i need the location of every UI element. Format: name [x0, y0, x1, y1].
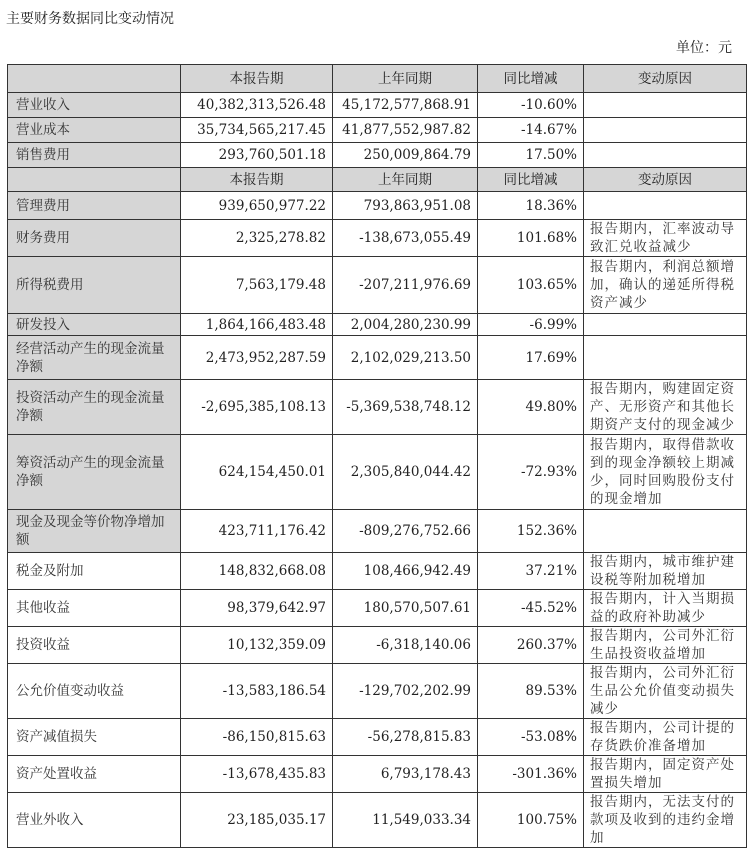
unit-label: 单位：元	[676, 40, 732, 56]
reason-text	[584, 510, 747, 553]
change-value: 18.36%	[478, 192, 584, 220]
row-label: 投资收益	[8, 627, 181, 664]
current-value: 2,473,952,287.59	[181, 336, 333, 380]
table-row	[8, 118, 747, 143]
current-value: -86,150,815.63	[181, 719, 333, 756]
table-row	[8, 756, 747, 793]
current-value: 7,563,179.48	[181, 257, 333, 314]
prior-value: 11,549,033.34	[333, 793, 478, 848]
change-value: -10.60%	[478, 93, 584, 118]
table-row	[8, 257, 747, 314]
row-label: 其他收益	[8, 590, 181, 627]
header-yoy-change: 同比增减	[478, 168, 584, 192]
reason-text: 报告期内，汇率波动导致汇兑收益减少	[584, 220, 747, 257]
reason-text	[584, 118, 747, 143]
table-row	[8, 192, 747, 220]
prior-value: -809,276,752.66	[333, 510, 478, 553]
section-title: 主要财务数据同比变动情况	[6, 11, 174, 27]
prior-value: 180,570,507.61	[333, 590, 478, 627]
reason-text: 报告期内，公司计提的存货跌价准备增加	[584, 719, 747, 756]
current-value: 2,325,278.82	[181, 220, 333, 257]
header-current-period: 本报告期	[181, 168, 333, 192]
prior-value: -6,318,140.06	[333, 627, 478, 664]
prior-value: -56,278,815.83	[333, 719, 478, 756]
table-row	[8, 93, 747, 118]
row-label: 经营活动产生的现金流量净额	[8, 336, 181, 380]
reason-text	[584, 93, 747, 118]
prior-value: 2,004,280,230.99	[333, 314, 478, 336]
table-header-row	[8, 168, 747, 192]
header-reason: 变动原因	[584, 168, 747, 192]
change-value: 17.69%	[478, 336, 584, 380]
prior-value: -138,673,055.49	[333, 220, 478, 257]
table-row	[8, 220, 747, 257]
current-value: 293,760,501.18	[181, 143, 333, 168]
reason-text: 报告期内，城市维护建设税等附加税增加	[584, 553, 747, 590]
current-value: 148,832,668.08	[181, 553, 333, 590]
prior-value: 41,877,552,987.82	[333, 118, 478, 143]
reason-text: 报告期内，公司外汇衍生品公允价值变动损失减少	[584, 664, 747, 719]
change-value: 17.50%	[478, 143, 584, 168]
prior-value: -207,211,976.69	[333, 257, 478, 314]
reason-text: 报告期内，利润总额增加，确认的递延所得税资产减少	[584, 257, 747, 314]
change-value: 100.75%	[478, 793, 584, 848]
table-row	[8, 664, 747, 719]
change-value: -14.67%	[478, 118, 584, 143]
row-label: 资产减值损失	[8, 719, 181, 756]
change-value: -6.99%	[478, 314, 584, 336]
table-row	[8, 793, 747, 848]
reason-text	[584, 336, 747, 380]
current-value: 1,864,166,483.48	[181, 314, 333, 336]
reason-text: 报告期内，公司外汇衍生品投资收益增加	[584, 627, 747, 664]
change-value: 101.68%	[478, 220, 584, 257]
prior-value: -129,702,202.99	[333, 664, 478, 719]
row-label: 销售费用	[8, 143, 181, 168]
row-label: 营业外收入	[8, 793, 181, 848]
row-label: 财务费用	[8, 220, 181, 257]
reason-text: 报告期内，购建固定资产、无形资产和其他长期资产支付的现金减少	[584, 380, 747, 435]
header-item	[8, 65, 181, 93]
table-row	[8, 510, 747, 553]
current-value: 939,650,977.22	[181, 192, 333, 220]
row-label: 筹资活动产生的现金流量净额	[8, 435, 181, 510]
reason-text: 报告期内，固定资产处置损失增加	[584, 756, 747, 793]
financial-table-2	[7, 167, 747, 848]
change-value: -301.36%	[478, 756, 584, 793]
table-row	[8, 380, 747, 435]
current-value: -13,678,435.83	[181, 756, 333, 793]
table-header-row	[8, 65, 747, 93]
table-row	[8, 590, 747, 627]
change-value: 152.36%	[478, 510, 584, 553]
table-row	[8, 143, 747, 168]
table-row	[8, 627, 747, 664]
change-value: 89.53%	[478, 664, 584, 719]
reason-text: 报告期内，计入当期损益的政府补助减少	[584, 590, 747, 627]
prior-value: 45,172,577,868.91	[333, 93, 478, 118]
change-value: 103.65%	[478, 257, 584, 314]
change-value: -72.93%	[478, 435, 584, 510]
header-prior-period: 上年同期	[333, 65, 478, 93]
change-value: -45.52%	[478, 590, 584, 627]
table-row	[8, 336, 747, 380]
table-row	[8, 719, 747, 756]
current-value: 624,154,450.01	[181, 435, 333, 510]
prior-value: 2,305,840,044.42	[333, 435, 478, 510]
current-value: 98,379,642.97	[181, 590, 333, 627]
row-label: 所得税费用	[8, 257, 181, 314]
reason-text	[584, 314, 747, 336]
current-value: 23,185,035.17	[181, 793, 333, 848]
current-value: 423,711,176.42	[181, 510, 333, 553]
table-row	[8, 314, 747, 336]
prior-value: -5,369,538,748.12	[333, 380, 478, 435]
prior-value: 2,102,029,213.50	[333, 336, 478, 380]
current-value: 40,382,313,526.48	[181, 93, 333, 118]
reason-text	[584, 143, 747, 168]
financial-table-1	[7, 64, 747, 168]
table-row	[8, 435, 747, 510]
change-value: 260.37%	[478, 627, 584, 664]
reason-text	[584, 192, 747, 220]
current-value: 35,734,565,217.45	[181, 118, 333, 143]
header-reason: 变动原因	[584, 65, 747, 93]
row-label: 现金及现金等价物净增加额	[8, 510, 181, 553]
header-current-period: 本报告期	[181, 65, 333, 93]
row-label: 公允价值变动收益	[8, 664, 181, 719]
table-row	[8, 553, 747, 590]
reason-text: 报告期内，取得借款收到的现金净额较上期减少，同时回购股份支付的现金增加	[584, 435, 747, 510]
row-label: 投资活动产生的现金流量净额	[8, 380, 181, 435]
row-label: 税金及附加	[8, 553, 181, 590]
row-label: 资产处置收益	[8, 756, 181, 793]
row-label: 营业成本	[8, 118, 181, 143]
header-yoy-change: 同比增减	[478, 65, 584, 93]
reason-text: 报告期内，无法支付的款项及收到的违约金增加	[584, 793, 747, 848]
prior-value: 793,863,951.08	[333, 192, 478, 220]
row-label: 管理费用	[8, 192, 181, 220]
row-label: 研发投入	[8, 314, 181, 336]
prior-value: 6,793,178.43	[333, 756, 478, 793]
header-prior-period: 上年同期	[333, 168, 478, 192]
header-item	[8, 168, 181, 192]
current-value: 10,132,359.09	[181, 627, 333, 664]
prior-value: 108,466,942.49	[333, 553, 478, 590]
change-value: -53.08%	[478, 719, 584, 756]
row-label: 营业收入	[8, 93, 181, 118]
change-value: 49.80%	[478, 380, 584, 435]
change-value: 37.21%	[478, 553, 584, 590]
current-value: -13,583,186.54	[181, 664, 333, 719]
current-value: -2,695,385,108.13	[181, 380, 333, 435]
prior-value: 250,009,864.79	[333, 143, 478, 168]
